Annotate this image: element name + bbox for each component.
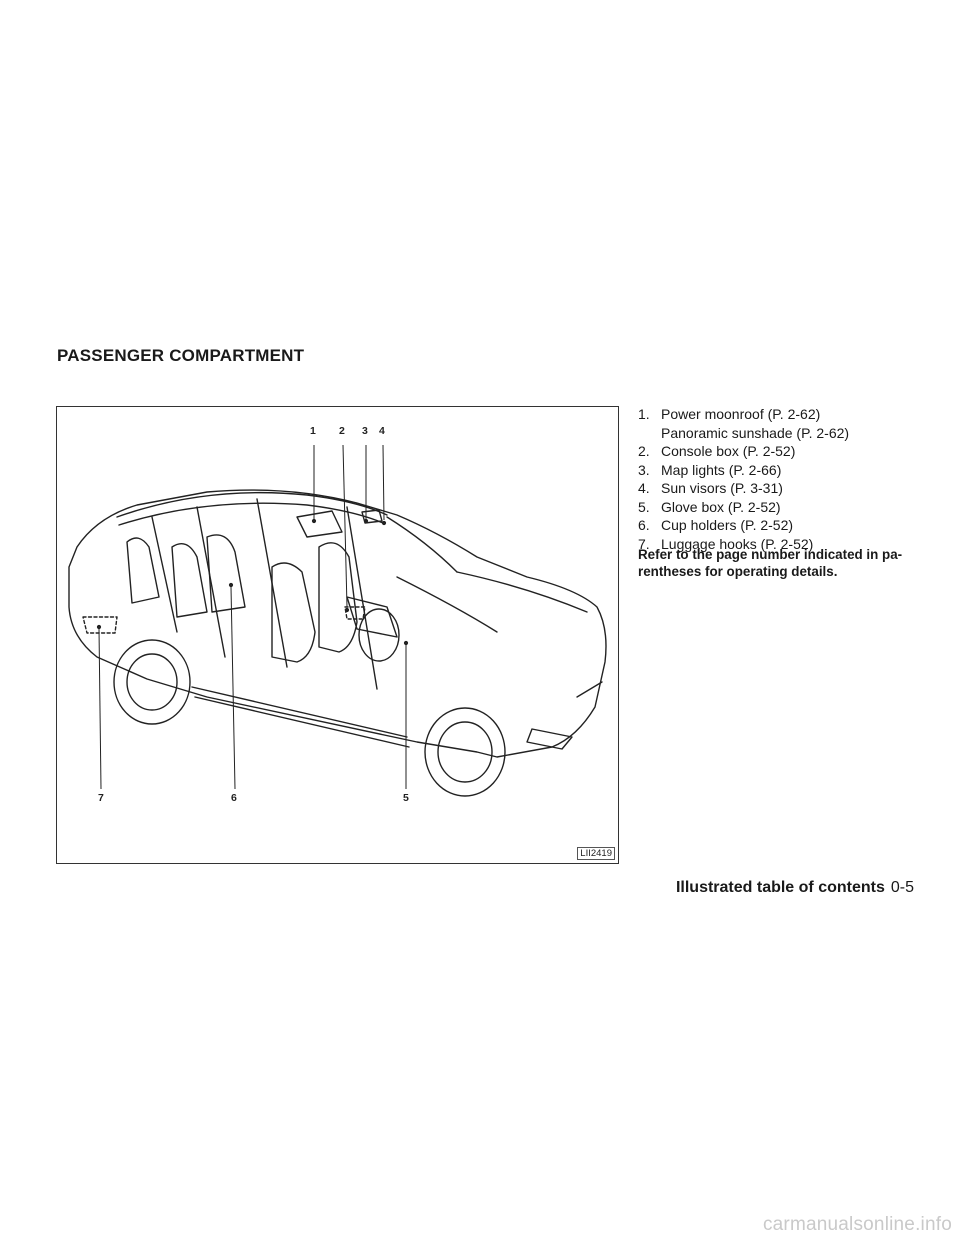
section-heading: PASSENGER COMPARTMENT	[57, 346, 305, 365]
callout-3: 3	[362, 425, 368, 437]
page-number: 0-5	[890, 879, 914, 896]
list-item: 1. Power moonroof (P. 2-62) Panoramic sunshade (P. 2-62)	[638, 406, 850, 441]
item-list	[638, 405, 918, 553]
footer-title: Illustrated table of contents	[675, 879, 885, 896]
list-item: 2. Console box (P. 2-52)	[638, 443, 796, 459]
callout-5: 5	[403, 792, 409, 804]
list-item: 5. Glove box (P. 2-52)	[638, 498, 781, 515]
passenger-compartment-illustration	[56, 406, 619, 864]
callout-6: 6	[231, 792, 237, 804]
list-item: 6. Cup holders (P. 2-52)	[638, 517, 794, 533]
page-footer	[676, 879, 914, 897]
callout-2: 2	[339, 425, 345, 437]
watermark: carmanualsonline.info	[762, 1214, 952, 1235]
vehicle-interior-drawing	[57, 407, 618, 863]
callout-4: 4	[379, 425, 385, 437]
list-item: 7. Luggage hooks (P. 2-52)	[638, 535, 814, 552]
figure-code: LII2419	[577, 847, 615, 860]
list-item: 3. Map lights (P. 2-66)	[638, 461, 782, 478]
callout-1: 1	[310, 425, 316, 437]
callout-7: 7	[98, 792, 104, 804]
list-item: 4. Sun visors (P. 3-31)	[638, 480, 783, 496]
operating-note: Refer to the page number indicated in pa-rentheses for operating details.	[638, 547, 903, 579]
